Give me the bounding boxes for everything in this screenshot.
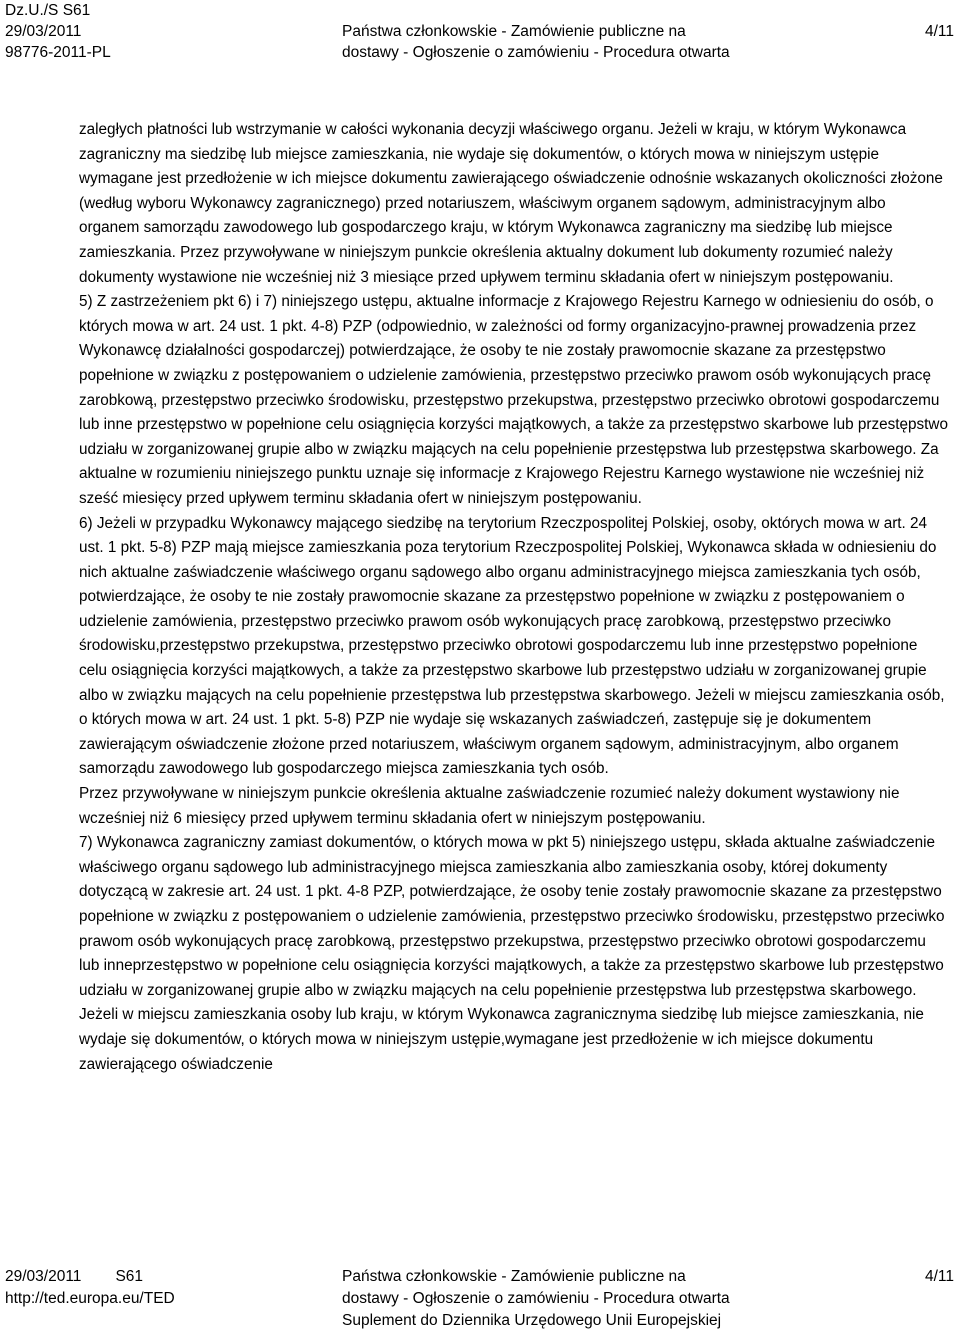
footer-url[interactable]: http://ted.europa.eu/TED [5, 1290, 175, 1307]
footer-left [5, 1266, 175, 1310]
footer-series: S61 [115, 1268, 144, 1285]
paragraph: 6) Jeżeli w przypadku Wykonawcy mającego siedzibę na terytorium Rzeczpospolitej Polskiej, osoby, októrych mowa w art. 24 ust. 1 pkt. 5-8) PZP mają miejsce zamieszkania poza terytorium Rzeczpospolitej Polskiej, Wykonawca składa w odniesieniu do nich aktualne zaświadczenie właściwego organu sądowego albo organu administracyjnego miejsca zamieszkania tych osób, potwierdzające, że osoby te nie zostały prawomocnie skazane za przestępstwo popełnione w związku z postępowaniem o udzielenie zamówienia, przestępstwo przeciwko prawom osób wykonujących pracę zarobkową, przestępstwo przeciwko środowisku,przestępstwo przekupstwa, przestępstwo przeciwko obrotowi gospodarczemu lub inne przestępstwo popełnione celu osiągnięcia korzyści majątkowych, a także za przestępstwo skarbowe lub przestępstwo udziału w zorganizowanej grupie albo w związku mających na celu popełnienie przestępstwa lub przestępstwa skarbowego. Jeżeli w miejscu zamieszkania osób, o których mowa w art. 24 ust. 1 pkt. 5-8) PZP nie wydaje się wskazanych zaświadczeń, zastępuje się je dokumentem zawierającym oświadczenie złożone przed notariuszem, właściwym organem sądowym, administracyjnym, albo organem samorządu zawodowego lub gospodarczego miejsca zamieszkania tych osób. [79, 514, 945, 778]
document-id: 98776-2011-PL [5, 44, 111, 61]
paragraph: 5) Z zastrzeżeniem pkt 6) i 7) niniejszego ustępu, aktualne informacje z Krajowego Rejestru Karnego w odniesieniu do osób, o których mowa w art. 24 ust. 1 pkt. 4-8) PZP (odpowiednio, w zależności od formy organizacyjno-prawnej prowadzenia przez Wykonawcę działalności gospodarczej) potwierdzające, że osoby te nie zostały prawomocnie skazane za przestępstwo popełnione w związku z postępowaniem o udzielenie zamówienia, przestępstwo przeciwko prawom osób wykonujących pracę zarobkową, przestępstwo przeciwko środowisku, przestępstwo przekupstwa, przestępstwo przeciwko obrotowi gospodarczemu lub inne przestępstwo w popełnione celu osiągnięcia korzyści majątkowych, a także za przestępstwo skarbowe lub przestępstwo udziału w zorganizowanej grupie albo w związku mających na celu popełnienie przestępstwa lub przestępstwa skarbowego. Za aktualne w rozumieniu niniejszego punktu uznaje się informacje z Krajowego Rejestru Karnego wystawione nie wcześniej niż sześć miesięcy przed upływem terminu składania ofert w niniejszym postępowaniu. [79, 293, 948, 507]
header-title-line1: Państwa członkowskie - Zamówienie publiczne na [342, 23, 686, 40]
footer-title [342, 1266, 730, 1332]
footer-title-line2: dostawy - Ogłoszenie o zamówieniu - Procedura otwarta [342, 1290, 730, 1307]
document-body [79, 118, 949, 1077]
header-title-line2: dostawy - Ogłoszenie o zamówieniu - Procedura otwarta [342, 44, 730, 61]
paragraph: 7) Wykonawca zagraniczny zamiast dokumentów, o których mowa w pkt 5) niniejszego ustępu, składa aktualne zaświadczenie właściwego organu sądowego lub administracyjnego miejsca zamieszkania albo zamieszkania osoby, której dokumenty dotyczącą w zakresie art. 24 ust. 1 pkt. 4-8 PZP, potwierdzające, że osoby tenie zostały prawomocnie skazane za przestępstwo popełnione w związku z postępowaniem o udzielenie zamówienia, przestępstwo przeciwko środowisku, przestępstwo przeciwko prawom osób wykonujących pracę zarobkową, przestępstwo przekupstwa, przestępstwo przeciwko obrotowi gospodarczemu lub inneprzestępstwo w popełnione celu osiągnięcia korzyści majątkowych, a także za przestępstwo skarbowe lub przestępstwo udziału w zorganizowanej grupie albo w związku mających na celu popełnienie przestępstwa lub przestępstwa skarbowego. Jeżeli w miejscu zamieszkania osoby lub kraju, w którym Wykonawca zagranicznyma siedzibę lub miejsce zamieszkania, nie wydaje się dokumentów, o których mowa w niniejszym ustępie,wymagane jest przedłożenie w ich miejsce dokumentu zawierającego oświadczenie [79, 834, 945, 1073]
footer-title-line3: Suplement do Dziennika Urzędowego Unii Europejskiej [342, 1312, 722, 1329]
header-date: 29/03/2011 [5, 23, 82, 40]
paragraph: Przez przywoływane w niniejszym punkcie określenia aktualne zaświadczenie rozumieć należy dokument wystawiony nie wcześniej niż 6 miesięcy przed upływem terminu składania ofert w niniejszym postępowaniu. [79, 785, 900, 827]
journal-ref: Dz.U./S S61 [5, 2, 91, 19]
paragraph: zaległych płatności lub wstrzymanie w całości wykonania decyzji właściwego organu. Jeżeli w kraju, w którym Wykonawca zagraniczny ma siedzibę lub miejsce zamieszkania, nie wydaje się dokumentów, o których mowa w niniejszym ustępie wymagane jest przedłożenie w ich miejsce dokumentu zawierającego oświadczenie odnośnie wskazanych okoliczności złożone (według wyboru Wykonawcy zagranicznego) przed notariuszem, właściwym organem sądowym, administracyjnym albo organem samorządu zawodowego lub gospodarczego kraju, w którym Wykonawca zagraniczny ma siedzibę lub miejsce zamieszkania. Przez przywoływane w niniejszym punkcie określenia aktualny dokument lub dokumenty rozumieć należy dokumenty wystawione nie wcześniej niż 3 miesiące przed upływem terminu składania ofert w niniejszym postępowaniu. [79, 121, 943, 286]
footer-page-number: 4/11 [924, 1268, 954, 1285]
header-page-number: 4/11 [924, 23, 954, 40]
footer-date: 29/03/2011 [5, 1268, 82, 1285]
header-left [5, 0, 111, 63]
footer-title-line1: Państwa członkowskie - Zamówienie publiczne na [342, 1268, 686, 1285]
header-title [342, 0, 942, 63]
